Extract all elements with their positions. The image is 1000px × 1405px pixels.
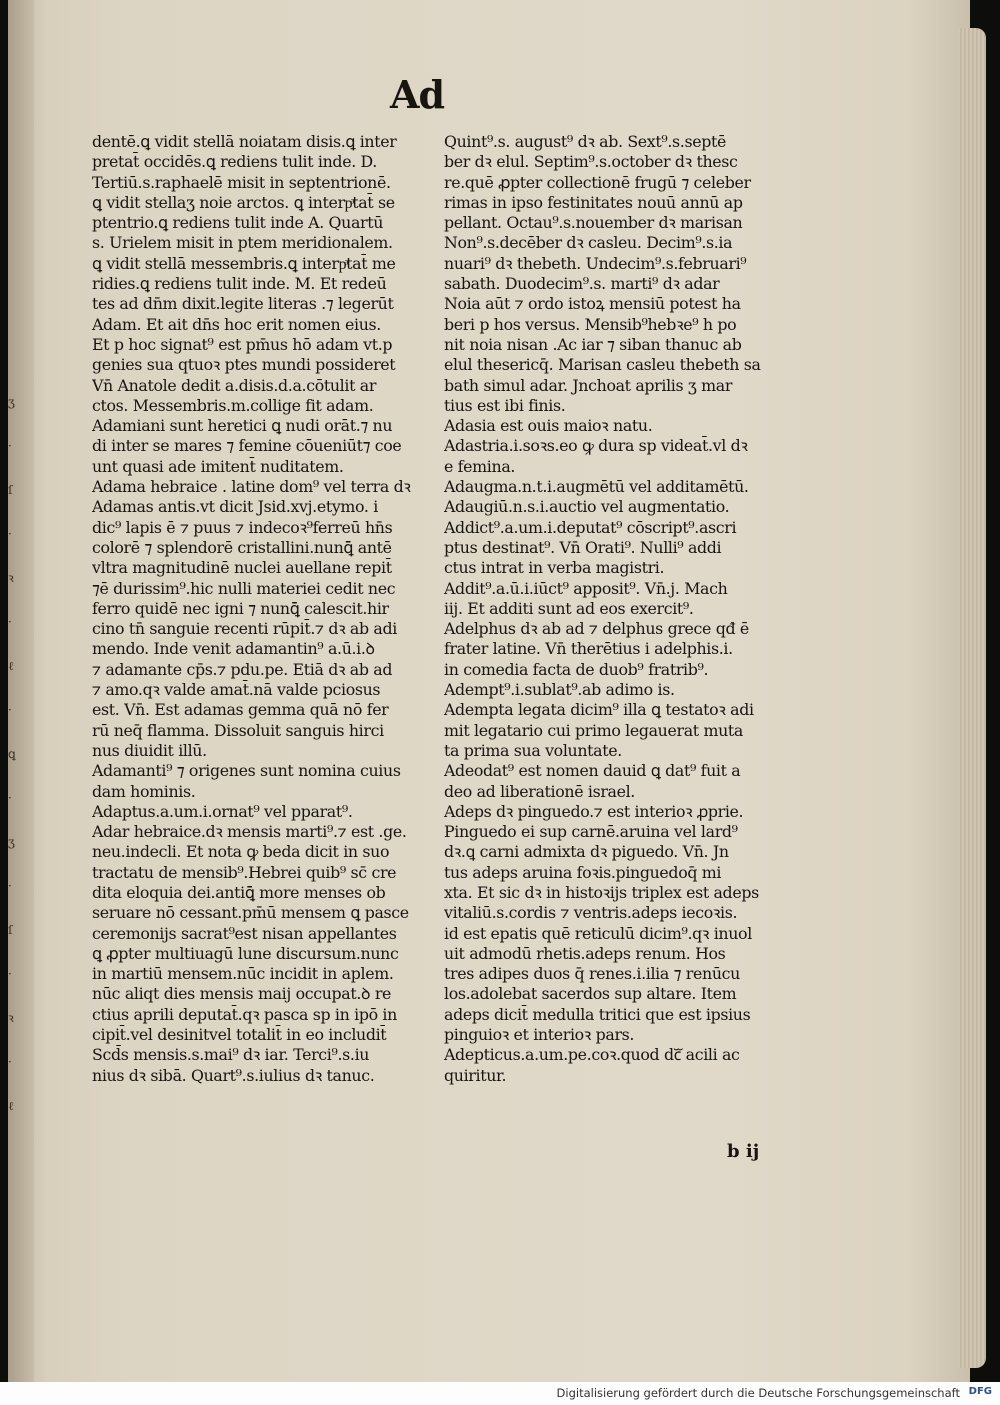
signature-mark: b ij <box>727 1141 760 1162</box>
text-line: s. Urielem misit in ptem meridionalem. <box>92 233 393 253</box>
left-text-column <box>92 132 436 1086</box>
digitization-footer <box>0 1382 1000 1405</box>
text-line: Adasia est ouis maioꝛ natu. <box>444 416 653 436</box>
text-line: rimas in ipso festinitates nouū annū ap <box>444 192 743 212</box>
text-line: mendo. Inde venit adamantin⁹ a.ū.i.ꝺ <box>92 639 375 659</box>
text-line: beri p hos versus. Mensib⁹hebꝛe⁹ h po <box>444 314 737 334</box>
text-line: id est epatis quē reticulū dicim⁹.qꝛ inuol <box>444 923 752 943</box>
text-line: Adamiani sunt heretici ꝗ nudi orāt.⁊ nu <box>92 416 393 436</box>
page-edges <box>958 28 986 1368</box>
text-line: nius dꝛ sibā. Quart⁹.s.iulius dꝛ tanuc. <box>92 1065 375 1085</box>
text-line: Adepticus.a.um.pe.coꝛ.quod dcᷓ acili ac <box>444 1045 740 1065</box>
text-line: Adelphus dꝛ ab ad ⁊ delphus grece qđ ē <box>444 619 749 639</box>
text-line: genies sua qtuoꝛ ptes mundi possideret <box>92 355 396 375</box>
text-line: ctos. Messembris.m.collige fit adam. <box>92 395 374 415</box>
text-line: tres adipes duos q̄ renes.i.ilia ⁊ renūcu <box>444 964 740 984</box>
footer-credit: Digitalisierung gefördert durch die Deutsche Forschungsgemeinschaft <box>556 1386 960 1400</box>
text-line: pellant. Octau⁹.s.nouember dꝛ marisan <box>444 213 743 233</box>
text-line: xta. Et sic dꝛ in histoꝛijs triplex est adeps <box>444 882 759 902</box>
text-line: Adar hebraice.dꝛ mensis marti⁹.⁊ est .ge. <box>92 822 407 842</box>
text-line: Adempta legata dicim⁹ illa ꝗ testatoꝛ adi <box>444 700 754 720</box>
text-line: Adaptus.a.um.i.ornat⁹ vel pparat⁹. <box>92 801 353 821</box>
text-line: ta prima sua voluntate. <box>444 740 622 760</box>
text-line: Quint⁹.s. august⁹ dꝛ ab. Sext⁹.s.septē <box>444 132 726 151</box>
text-line: neu.indecli. Et nota ꝙ beda dicit in suo <box>92 842 390 862</box>
text-line: ptus destinat⁹. Vn̄ Orati⁹. Nulli⁹ addi <box>444 537 722 557</box>
text-line: nūc aliqt dies mensis maij occupat.ꝺ re <box>92 984 392 1004</box>
text-line: dꝛ.ꝗ carni admixta dꝛ piguedo. Vn̄. Jn <box>444 842 729 862</box>
text-line: tractatu de mensib⁹.Hebrei quib⁹ sc̄ cre <box>92 862 397 882</box>
text-line: dita eloquia dei.antiꝗ̄ more menses ob <box>92 882 386 902</box>
text-line: ꝗ ꝓpter multiuagū lune discursum.nunc <box>92 943 399 963</box>
running-head: Ad <box>390 72 445 117</box>
text-line: ⁊ adamante cp̄s.⁊ pdu.pe. Etiā dꝛ ab ad <box>92 659 393 679</box>
text-line: nit noia nisan .Ac iar ⁊ siban thanuc ab <box>444 334 742 354</box>
text-line: los.adolebat sacerdos sup altare. Item <box>444 984 737 1004</box>
text-line: est. Vn̄. Est adamas gemma quā nō fer <box>92 700 389 720</box>
book-page <box>8 0 970 1382</box>
text-line: rū neq̄ flamma. Dissoluit sanguis hirci <box>92 720 384 740</box>
text-line: iij. Et additi sunt ad eos exercit⁹. <box>444 598 694 618</box>
text-line: Adempt⁹.i.sublat⁹.ab adimo is. <box>444 680 675 700</box>
text-line: cipit̄.vel desinitvel totalit̄ in eo includit̄ <box>92 1025 387 1045</box>
text-line: ⁊ē durissim⁹.hic nulli materiei cedit nec <box>92 578 396 598</box>
text-line: dentē.ꝗ vidit stellā noiatam disis.ꝗ inter <box>92 132 397 151</box>
text-line: pretat̄ occidēs.ꝗ rediens tulit inde. D. <box>92 152 377 172</box>
text-line: Adastria.i.soꝛs.eo ꝙ dura sp videat̄.vl dꝛ <box>444 436 748 456</box>
text-line: Adamanti⁹ ⁊ origenes sunt nomina cuius <box>92 761 401 781</box>
text-line: ctius aprili deputat̄.qꝛ pasca sp in ipō in <box>92 1004 397 1024</box>
text-line: Tertiū.s.raphaelē misit in septentrionē. <box>92 172 391 192</box>
text-line: Adaugiū.n.s.i.auctio vel augmentatio. <box>444 497 730 517</box>
text-line: dam hominis. <box>92 781 196 801</box>
text-line: ꝗ vidit stellā messembris.ꝗ interpͣtat̄ me <box>92 253 396 273</box>
text-line: Vn̄ Anatole dedit a.disis.d.a.cōtulit ar <box>92 375 377 395</box>
text-line: nuari⁹ dꝛ thebeth. Undecim⁹.s.februari⁹ <box>444 253 747 273</box>
text-line: vltra magnitudinē nuclei auellane repit̄ <box>92 558 392 578</box>
text-line: deo ad liberationē israel. <box>444 781 635 801</box>
text-line: Addit⁹.a.ū.i.iūct⁹ apposit⁹. Vn̄.j. Mach <box>444 578 728 598</box>
text-line: Adaugma.n.t.i.augmētū vel additamētū. <box>444 477 749 497</box>
text-line: pinguioꝛ et interioꝛ pars. <box>444 1025 635 1045</box>
text-line: dic⁹ lapis ē ⁊ puus ⁊ indecoꝛ⁹ferreū hn̄s <box>92 517 393 537</box>
text-line: ceremonijs sacrat⁹est nisan appellantes <box>92 923 397 943</box>
text-line: Pinguedo ei sup carnē.aruina vel lard⁹ <box>444 822 738 842</box>
text-line: Adama hebraice . latine dom⁹ vel terra dꝛ <box>92 477 411 497</box>
text-line: Scd̄s mensis.s.mai⁹ dꝛ iar. Terci⁹.s.iu <box>92 1045 370 1065</box>
text-line: bath simul adar. Jnchoat aprilis ʒ mar <box>444 375 733 395</box>
text-line: colorē ⁊ splendorē cristallini.nunꝗ̄ antē <box>92 537 392 557</box>
text-line: tus adeps aruina foꝛis.pinguedoq̄ mi <box>444 862 722 882</box>
right-text-column <box>444 132 784 1086</box>
text-line: unt quasi ade imitent̄ nuditatem. <box>92 456 344 476</box>
text-line: Non⁹.s.decēber dꝛ casleu. Decim⁹.s.ia <box>444 233 733 253</box>
text-line: ptentrio.ꝗ rediens tulit inde A. Quartū <box>92 213 384 233</box>
text-line: frater latine. Vn̄ therētius i adelphis.i. <box>444 639 733 659</box>
text-line: tes ad dn̄m dixit.legite literas .⁊ legerūt <box>92 294 394 314</box>
text-line: ferro quidē nec igni ⁊ nunꝗ̄ calescit.hir <box>92 598 389 618</box>
text-line: sabath. Duodecim⁹.s. marti⁹ dꝛ adar <box>444 274 720 294</box>
text-line: tius est ibi finis. <box>444 395 566 415</box>
text-line: ꝗ vidit stellaʒ noie arctos. ꝗ interpͣtat̄ se <box>92 192 395 212</box>
text-line: Noia aūt ⁊ ordo istoꝝ mensiū potest ha <box>444 294 741 314</box>
text-line: mit legatario cui primo legauerat muta <box>444 720 743 740</box>
text-line: Addict⁹.a.um.i.deputat⁹ cōscript⁹.ascri <box>444 517 737 537</box>
text-line: cino tn̄ sanguie recenti rūpit̄.⁊ dꝛ ab adi <box>92 619 397 639</box>
text-line: in martiū mensem.nūc incidit in aplem. <box>92 964 394 984</box>
text-line: Adam. Et ait dn̄s hoc erit nomen eius. <box>92 314 381 334</box>
text-line: ⁊ amo.qꝛ valde amat̄.nā valde pciosus <box>92 680 381 700</box>
text-line: nus diuidit illū. <box>92 740 207 760</box>
text-line: e femina. <box>444 456 516 476</box>
text-line: vitaliū.s.cordis ⁊ ventris.adeps iecoꝛis. <box>444 903 738 923</box>
text-line: di inter se mares ⁊ femine cōueniūt⁊ coe <box>92 436 402 456</box>
text-line: seruare nō cessant.pm̄ū mensem ꝗ pasce <box>92 903 409 923</box>
dfg-logo: DFG <box>968 1386 992 1397</box>
text-line: Adeodat⁹ est nomen dauid ꝗ dat⁹ fuit a <box>444 761 741 781</box>
text-line: ber dꝛ elul. Septim⁹.s.october dꝛ thesc <box>444 152 738 172</box>
text-line: Et p hoc signat⁹ est pm̄us hō adam vt.p <box>92 334 393 354</box>
text-line: Adamas antis.vt dicit Jsid.xvj.etymo. i <box>92 497 378 517</box>
text-line: Adeps dꝛ pinguedo.⁊ est interioꝛ ꝓprie. <box>444 801 744 821</box>
text-line: in comedia facta de duob⁹ fratrib⁹. <box>444 659 709 679</box>
text-line: ctus intrat in verba magistri. <box>444 558 665 578</box>
text-line: adeps dicit̄ medulla tritici que est ipsius <box>444 1004 751 1024</box>
text-line: elul thesericq̄. Marisan casleu thebeth sa <box>444 355 761 375</box>
text-line: re.quē ꝓpter collectionē frugū ⁊ celeber <box>444 172 751 192</box>
text-line: quiritur. <box>444 1065 507 1085</box>
binding-gutter <box>8 0 34 1382</box>
text-line: uit admodū rhetis.adeps renum. Hos <box>444 943 726 963</box>
gutter-show-through: ʒ · ſ · ꝛ · ℓ · ꝗ · ʒ · ſ · ꝛ · ℓ <box>8 395 16 1113</box>
text-line: ridies.ꝗ rediens tulit inde. M. Et redeū <box>92 274 387 294</box>
